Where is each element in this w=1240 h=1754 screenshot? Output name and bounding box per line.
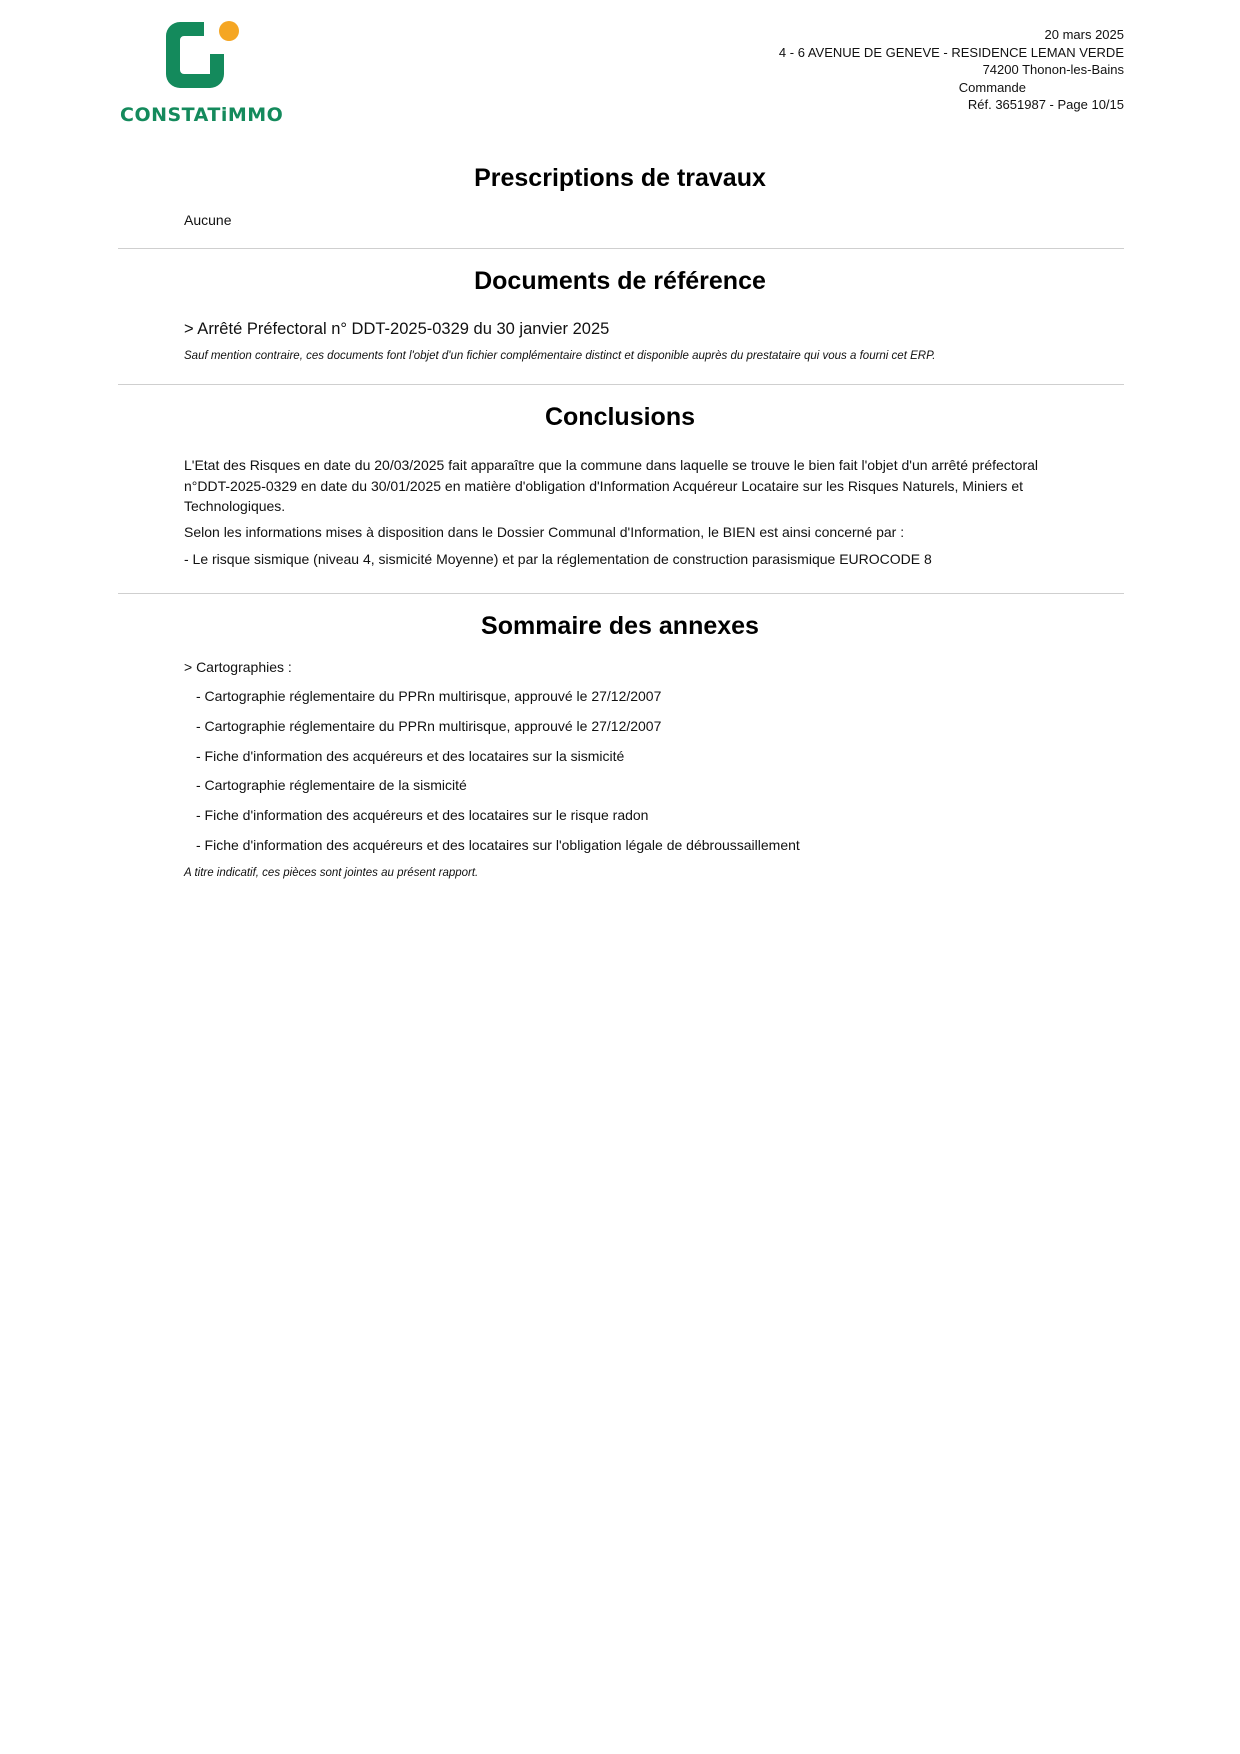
- conclusions-paragraph-1: L'Etat des Risques en date du 20/03/2025 fait apparaître que la commune dans laquelle se trouve le bien fait l'objet d'un arrêté préfectoral n°DDT-2025-0329 en date du 30/01/2025 en matière d'obligation d'Information Acquéreur Locataire sur les Risques Naturels, Miniers et Technologiques.: [184, 457, 1039, 514]
- report-date: 20 mars 2025: [1044, 27, 1124, 42]
- address-line-1: 4 - 6 AVENUE DE GENEVE - RESIDENCE LEMAN VERDE: [778, 44, 1124, 60]
- reference-document: > Arrêté Préfectoral n° DDT-2025-0329 du 30 janvier 2025: [184, 320, 610, 338]
- documents-note: Sauf mention contraire, ces documents font l'objet d'un fichier complémentaire distinct et disponible auprès du prestataire qui vous a fourni cet ERP.: [184, 350, 936, 362]
- constatimmo-logo: [118, 18, 284, 130]
- brand-name: CONSTATiMMO: [120, 104, 284, 126]
- annexes-title: Sommaire des annexes: [481, 612, 759, 640]
- annexes-intro: > Cartographies :: [184, 659, 292, 675]
- documents-title: Documents de référence: [474, 267, 766, 295]
- prescriptions-text: Aucune: [184, 212, 232, 228]
- header-info: [779, 26, 1124, 114]
- list-item: - Cartographie réglementaire du PPRn multirisque, approuvé le 27/12/2007: [196, 688, 662, 704]
- annexes-note: A titre indicatif, ces pièces sont jointes au présent rapport.: [184, 867, 479, 879]
- section-divider: [118, 384, 1124, 385]
- list-item: - Cartographie réglementaire du PPRn multirisque, approuvé le 27/12/2007: [196, 717, 662, 734]
- section-divider: [118, 248, 1124, 249]
- prescriptions-title: Prescriptions de travaux: [474, 164, 766, 192]
- conclusions-title: Conclusions: [544, 403, 695, 431]
- annexes-list: [196, 688, 800, 867]
- list-item: - Fiche d'information des acquéreurs et des locataires sur la sismicité: [196, 747, 625, 764]
- conclusions-paragraph-2: Selon les informations mises à disposition dans le Dossier Communal d'Information, le BIEN est ainsi concerné par :: [184, 524, 905, 540]
- list-item: - Cartographie réglementaire de la sismicité: [196, 777, 467, 794]
- order-label: Commande: [958, 79, 1026, 95]
- reference-page: Réf. 3651987 - Page 10/15: [967, 97, 1124, 112]
- section-divider: [118, 593, 1124, 594]
- list-item: - Fiche d'information des acquéreurs et des locataires sur le risque radon: [196, 807, 649, 824]
- list-item: - Fiche d'information des acquéreurs et des locataires sur l'obligation légale de débroussaillement: [196, 836, 800, 853]
- conclusions-paragraph-3: - Le risque sismique (niveau 4, sismicité Moyenne) et par la réglementation de construction parasismique EUROCODE 8: [184, 551, 932, 567]
- logo-mark-icon: [162, 18, 242, 98]
- address-line-2: 74200 Thonon-les-Bains: [982, 62, 1124, 77]
